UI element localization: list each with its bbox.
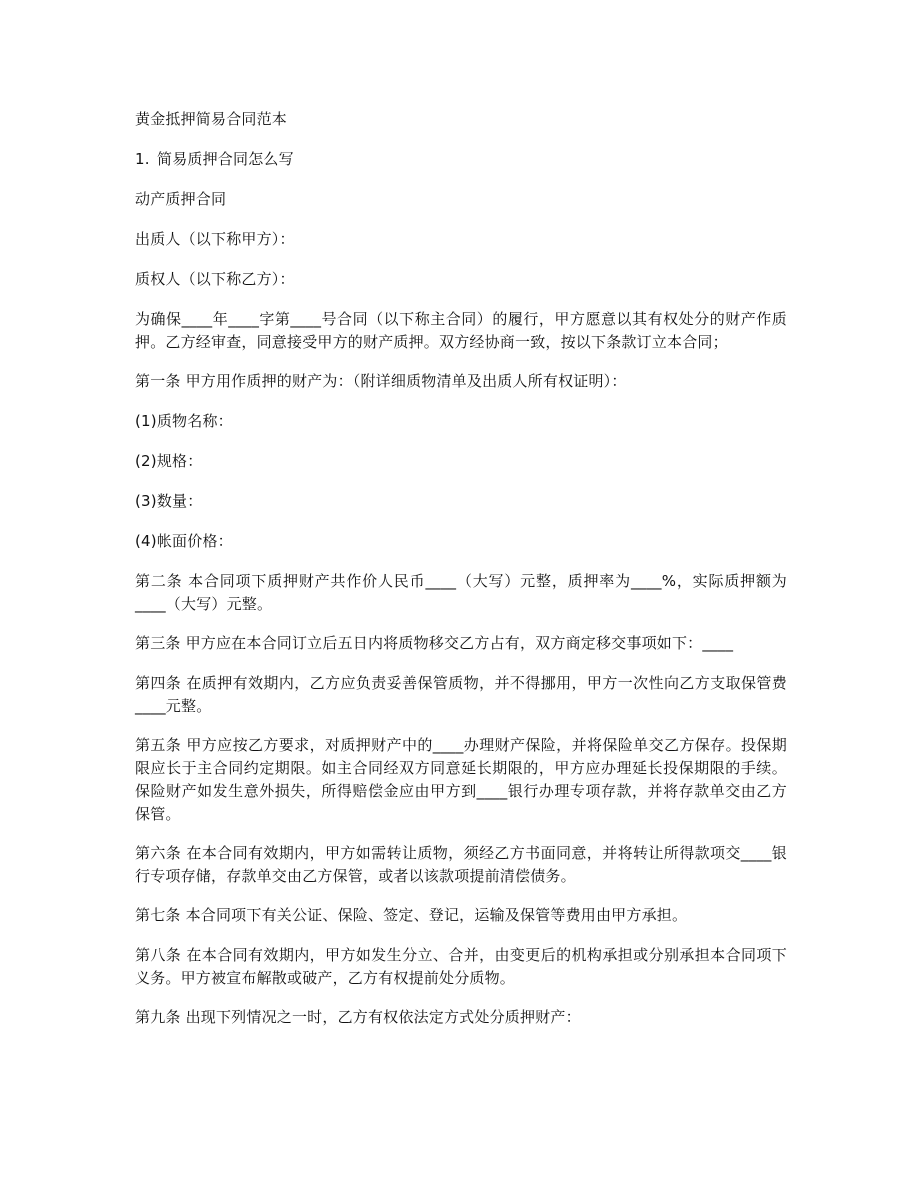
section-heading-text: 简易质押合同怎么写 bbox=[157, 150, 294, 168]
item-1: (1)质物名称： bbox=[135, 412, 233, 430]
article-2: 第二条 本合同项下质押财产共作价人民币____（大写）元整，质押率为____%，实际质押额为____（大写）元整。 bbox=[135, 572, 787, 613]
contract-name: 动产质押合同 bbox=[135, 190, 227, 208]
article-1: 第一条 甲方用作质押的财产为：（附详细质物清单及出质人所有权证明）： bbox=[135, 372, 627, 390]
article-5: 第五条 甲方应按乙方要求，对质押财产中的____办理财产保险，并将保险单交乙方保存。投保期限应长于主合同约定期限。如主合同经双方同意延长期限的，甲方应办理延长投保期限的手续。保险财产如发生意外损失，所得赔偿金应由甲方到____银行办理专项存款，并将存款单交由乙方保管。 bbox=[135, 736, 787, 823]
item-4: (4)帐面价格： bbox=[135, 532, 233, 550]
article-6: 第六条 在本合同有效期内，甲方如需转让质物，须经乙方书面同意，并将转让所得款项交____银行专项存储，存款单交由乙方保管，或者以该款项提前清偿债务。 bbox=[135, 844, 787, 885]
pledgor-line: 出质人（以下称甲方）： bbox=[135, 230, 295, 248]
section-heading bbox=[135, 148, 787, 171]
document-title: 黄金抵押简易合同范本 bbox=[135, 110, 288, 128]
article-3: 第三条 甲方应在本合同订立后五日内将质物移交乙方占有，双方商定移交事项如下：____ bbox=[135, 634, 734, 652]
item-2: (2)规格： bbox=[135, 452, 203, 470]
document-page bbox=[135, 108, 787, 1046]
article-8: 第八条 在本合同有效期内，甲方如发生分立、合并，由变更后的机构承担或分别承担本合同项下义务。甲方被宣布解散或破产，乙方有权提前处分质物。 bbox=[135, 946, 787, 987]
item-3: (3)数量： bbox=[135, 492, 203, 510]
section-number: 1. bbox=[135, 150, 150, 168]
article-9: 第九条 出现下列情况之一时，乙方有权依法定方式处分质押财产： bbox=[135, 1008, 581, 1026]
article-4: 第四条 在质押有效期内，乙方应负责妥善保管质物，并不得挪用，甲方一次性向乙方支取保管费____元整。 bbox=[135, 674, 787, 715]
article-7: 第七条 本合同项下有关公证、保险、签定、登记，运输及保管等费用由甲方承担。 bbox=[135, 906, 688, 924]
pledgee-line: 质权人（以下称乙方）： bbox=[135, 270, 295, 288]
preamble-paragraph: 为确保____年____字第____号合同（以下称主合同）的履行，甲方愿意以其有权处分的财产作质押。乙方经审查，同意接受甲方的财产质押。双方经协商一致，按以下条款订立本合同； bbox=[135, 310, 787, 351]
